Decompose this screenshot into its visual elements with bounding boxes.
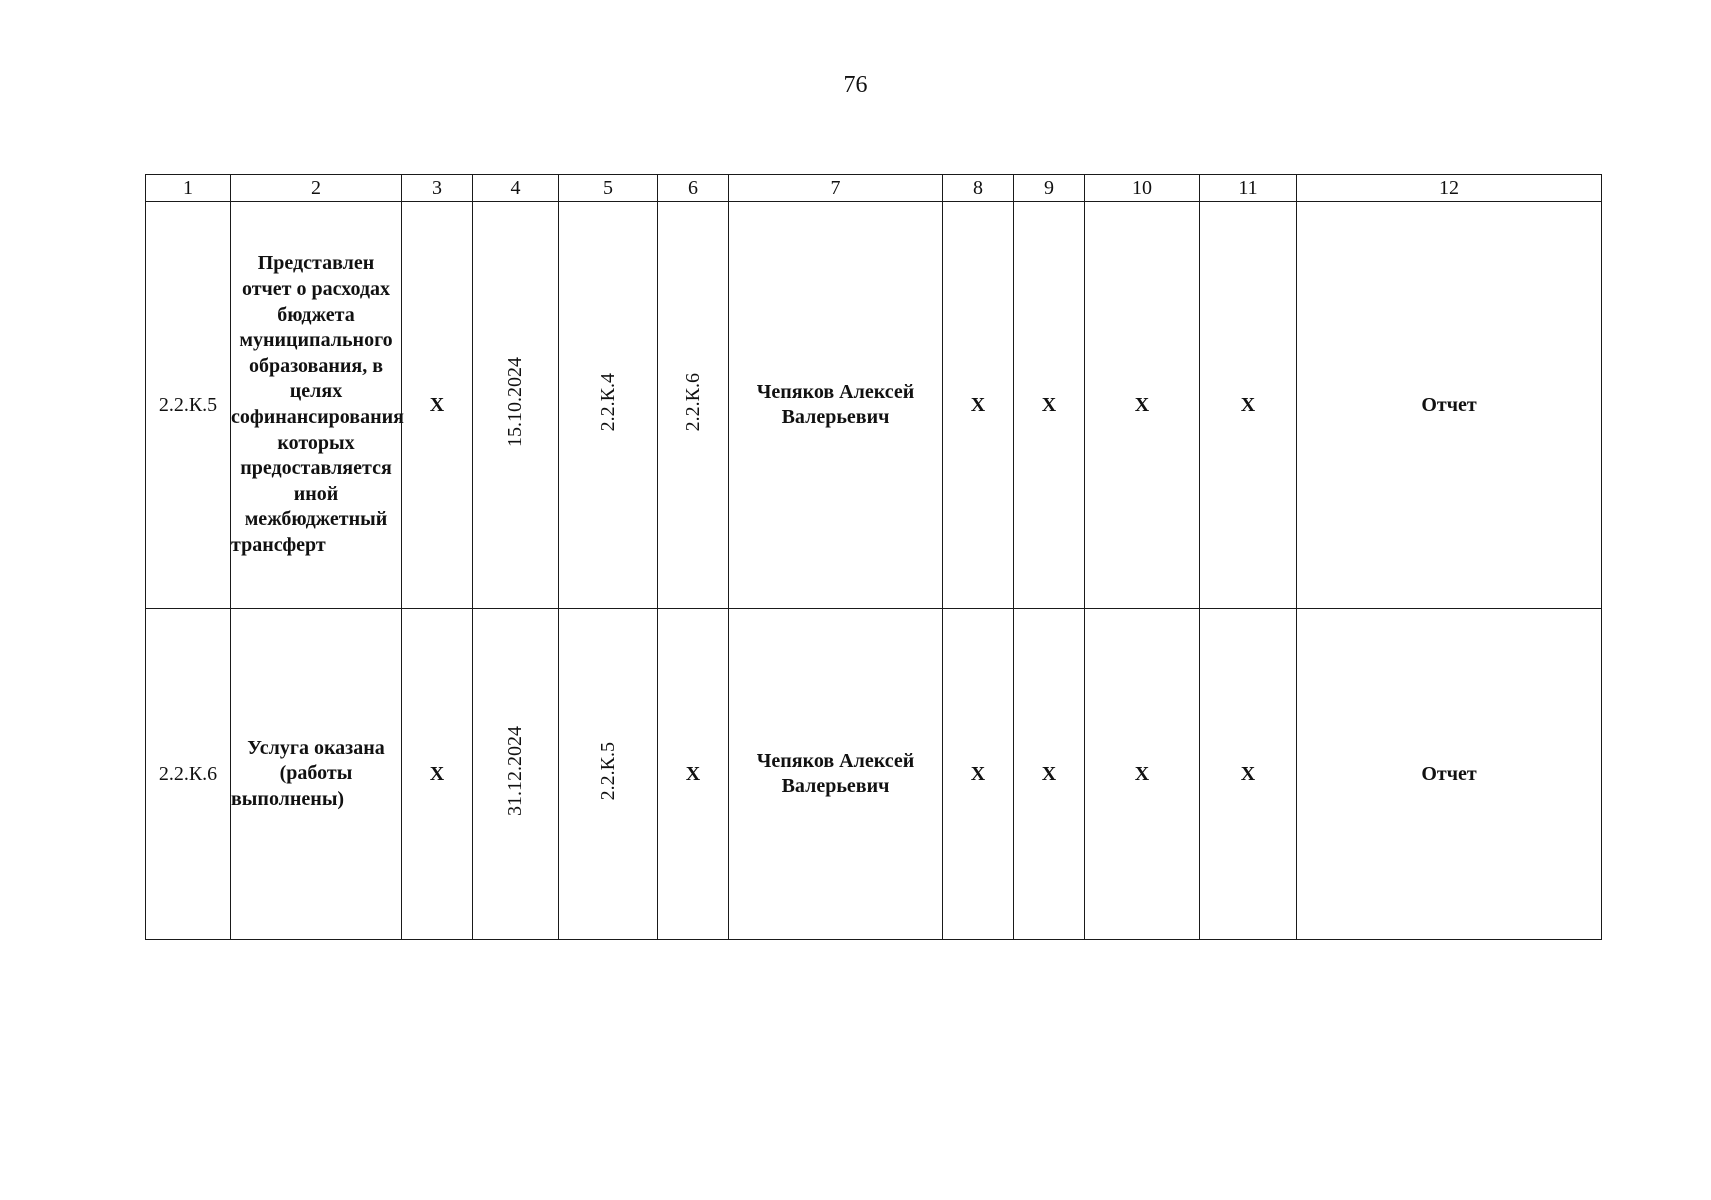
column-header-11: 11: [1200, 175, 1297, 202]
row-document-cell: Отчет: [1297, 202, 1602, 609]
row-successor-cell: X: [658, 609, 729, 940]
column-header-3: 3: [402, 175, 473, 202]
row-col8-cell: X: [943, 609, 1014, 940]
row-col11-cell: X: [1200, 202, 1297, 609]
page-number: 76: [843, 72, 868, 98]
control-points-table: [145, 174, 1602, 940]
row-description-cell: Представлен отчет о расходах бюджета муниципального образования, в целях софинансирования которых предоставляется иной межбюджетный трансферт: [231, 202, 402, 609]
row-date-cell: [473, 609, 559, 940]
row-col10-cell: X: [1085, 609, 1200, 940]
row-successor-cell: [658, 202, 729, 609]
column-header-7: 7: [729, 175, 943, 202]
row-predecessor-text: 2.2.К.4: [596, 372, 619, 432]
row-responsible-cell: Чепяков Алексей Валерьевич: [729, 202, 943, 609]
row-predecessor-cell: [559, 609, 658, 940]
column-header-9: 9: [1014, 175, 1085, 202]
row-code-cell: 2.2.К.6: [146, 609, 231, 940]
row-col10-cell: X: [1085, 202, 1200, 609]
column-header-8: 8: [943, 175, 1014, 202]
header-row: [146, 175, 1602, 202]
row-date-cell: [473, 202, 559, 609]
row-document-cell: Отчет: [1297, 609, 1602, 940]
row-col8-cell: X: [943, 202, 1014, 609]
row-successor-text: 2.2.К.6: [681, 372, 704, 432]
column-header-10: 10: [1085, 175, 1200, 202]
row-predecessor-cell: [559, 202, 658, 609]
table-row: [146, 202, 1602, 609]
column-header-4: 4: [473, 175, 559, 202]
row-responsible-cell: Чепяков Алексей Валерьевич: [729, 609, 943, 940]
column-header-2: 2: [231, 175, 402, 202]
row-code-cell: 2.2.К.5: [146, 202, 231, 609]
column-header-6: 6: [658, 175, 729, 202]
row-col11-cell: X: [1200, 609, 1297, 940]
row-col9-cell: X: [1014, 609, 1085, 940]
column-header-12: 12: [1297, 175, 1602, 202]
row-col3-cell: X: [402, 202, 473, 609]
column-header-5: 5: [559, 175, 658, 202]
table-row: [146, 609, 1602, 940]
row-col9-cell: X: [1014, 202, 1085, 609]
row-description-cell: Услуга оказана (работы выполнены): [231, 609, 402, 940]
row-col3-cell: X: [402, 609, 473, 940]
column-header-1: 1: [146, 175, 231, 202]
row-date-text: 31.12.2024: [504, 726, 526, 816]
row-date-text: 15.10.2024: [504, 357, 526, 447]
row-predecessor-text: 2.2.К.5: [596, 741, 619, 801]
